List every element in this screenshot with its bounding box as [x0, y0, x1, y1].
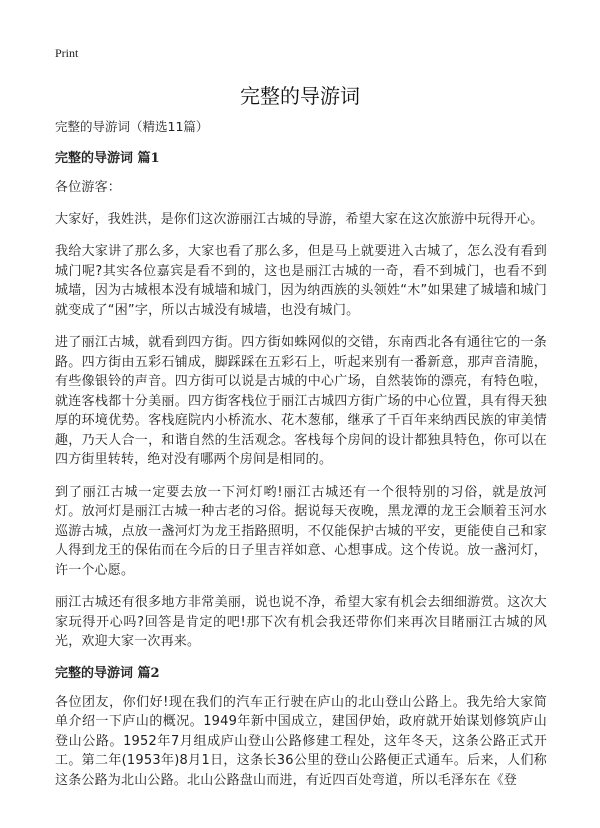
- paragraph: 各位游客：: [55, 180, 122, 195]
- page-title: 完整的导游词: [240, 84, 360, 108]
- paragraph: 各位团友，你们好!现在我们的汽车正行驶在庐山的北山登山公路上。我先给大家简单介绍一下庐山的概况。1949年新中国成立，建国伊始，政府就开始谋划修筑庐山登山公路。1952年7月组成庐山登山公路修建工程处，这年冬天，这条公路正式开工。第二年(1953年)8月1日，这条长36公里的登山公路便正式通车。后来，人们称这条公路为北山公路。北山公路盘山而进，有近四百处弯道，所以毛泽东在《登: [55, 694, 547, 788]
- paragraph: 到了丽江古城一定要去放一下河灯哟!丽江古城还有一个很特别的习俗，就是放河灯。放河灯是丽江古城一种古老的习俗。据说每天夜晚，黑龙潭的龙王会顺着玉河水巡游古城，点放一盏河灯为龙王指路照明，不仅能保护古城的平安，更能使自己和家人得到龙王的保佑而在今后的日子里吉祥如意、心想事成。这个传说。放一盏河灯，许一个心愿。: [55, 484, 547, 578]
- section-heading: 完整的导游词 篇2: [55, 665, 160, 681]
- document-subtitle: 完整的导游词（精选11篇）: [55, 119, 209, 134]
- paragraph: 大家好，我姓洪，是你们这次游丽江古城的导游，希望大家在这次旅游中玩得开心。: [55, 211, 544, 227]
- section-1: [55, 150, 547, 652]
- section-2: [55, 665, 547, 791]
- paragraph: 我给大家讲了那么多，大家也看了那么多，但是马上就要进入古城了，怎么没有看到城门呢?其实各位嘉宾是看不到的，这也是丽江古城的一奇，看不到城门，也看不到城墙，因为古城根本没有城墙和城门，因为纳西族的头领姓“木”如果建了城墙和城门就变成了“困”字，所以古城没有城墙，也没有城门。: [55, 244, 547, 318]
- section-heading: 完整的导游词 篇1: [55, 151, 160, 166]
- document-body: [55, 118, 547, 803]
- paragraph: 丽江古城还有很多地方非常美丽，说也说不净，希望大家有机会去细细游赏。这次大家玩得开心吗?回答是肯定的吧!那下次有机会我还带你们来再次目睹丽江古城的风光，欢迎大家一次再来。: [55, 595, 547, 649]
- print-link[interactable]: Print: [55, 46, 79, 60]
- paragraph: 进了丽江古城，就看到四方街。四方街如蛛网似的交错，东南西北各有通往它的一条路。四方街由五彩石铺成，脚踩踩在五彩石上，听起来别有一番新意，那声音清脆，有些像银铃的声音。四方街可以说是古城的中心广场，自然装饰的漂亮，有特色啦，就连客栈都十分美丽。四方街客栈位于丽江古城四方街广场的中心位置，具有得天独厚的环境优势。客栈庭院内小桥流水、花木葱郁，继承了千百年来纳西民族的审美情趣，乃天人合一，和谐自然的生活观念。客栈每个房间的设计都独具特色，你可以在四方街里转转，绝对没有哪两个房间是相同的。: [55, 335, 547, 467]
